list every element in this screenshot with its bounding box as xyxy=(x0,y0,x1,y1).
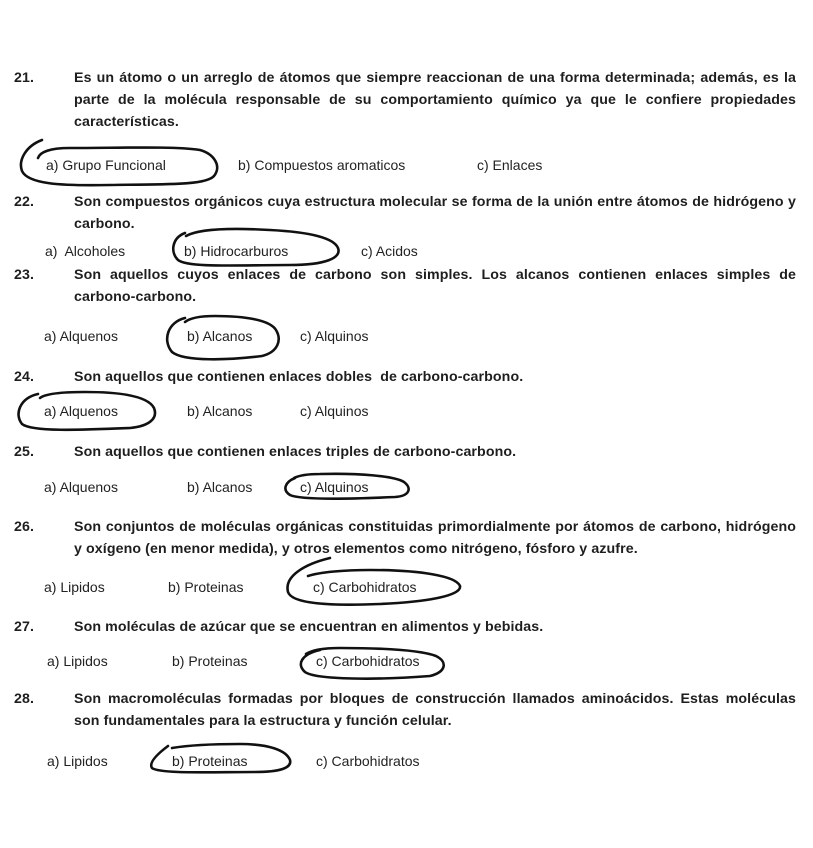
option-b[interactable]: b) Proteinas xyxy=(168,579,244,595)
option-c[interactable]: c) Alquinos xyxy=(300,403,369,419)
option-c[interactable]: c) Carbohidratos xyxy=(316,753,420,769)
question-number: 22. xyxy=(14,194,35,210)
option-c[interactable]: c) Carbohidratos xyxy=(316,653,420,669)
option-c[interactable]: c) Alquinos xyxy=(300,479,369,495)
question-number: 24. xyxy=(14,369,35,385)
question-text: Son aquellos que contienen enlaces triples de carbono-carbono. xyxy=(74,444,517,460)
question-number: 28. xyxy=(14,691,35,707)
option-a[interactable]: a) Lipidos xyxy=(47,653,108,669)
question-21 xyxy=(14,67,796,133)
option-c[interactable]: c) Alquinos xyxy=(300,328,369,344)
option-b[interactable]: b) Alcanos xyxy=(187,479,253,495)
question-26 xyxy=(14,516,796,560)
option-a[interactable]: a) Lipidos xyxy=(47,753,108,769)
question-text: Son aquellos cuyos enlaces de carbono son simples. Los alcanos contienen enlaces simples de carbono-carbono. xyxy=(74,267,796,305)
option-b[interactable]: b) Compuestos aromaticos xyxy=(238,157,406,173)
question-number: 23. xyxy=(14,267,35,283)
question-text: Son macromoléculas formadas por bloques de construcción llamados aminoácidos. Estas moléculas son fundamentales para la estructura y función celular. xyxy=(74,691,796,729)
question-text: Son compuestos orgánicos cuya estructura molecular se forma de la unión entre átomos de hidrógeno y carbono. xyxy=(74,194,796,232)
question-24 xyxy=(14,366,796,388)
option-b[interactable]: b) Proteinas xyxy=(172,753,248,769)
option-c[interactable]: c) Acidos xyxy=(361,243,418,259)
option-a[interactable]: a) Lipidos xyxy=(44,579,105,595)
option-a[interactable]: a) Alquenos xyxy=(44,403,118,419)
option-b[interactable]: b) Alcanos xyxy=(187,328,253,344)
option-b[interactable]: b) Proteinas xyxy=(172,653,248,669)
question-text: Es un átomo o un arreglo de átomos que siempre reaccionan de una forma determinada; además, es la parte de la molécula responsable de su comportamiento químico ya que le confiere propiedades características. xyxy=(74,70,796,130)
question-number: 27. xyxy=(14,619,35,635)
question-28 xyxy=(14,688,796,732)
question-number: 21. xyxy=(14,70,35,86)
question-22 xyxy=(14,191,796,235)
question-27 xyxy=(14,616,796,638)
option-a[interactable]: a) Alcoholes xyxy=(45,243,126,259)
question-23 xyxy=(14,264,796,308)
option-c[interactable]: c) Enlaces xyxy=(477,157,543,173)
question-25 xyxy=(14,441,796,463)
question-number: 26. xyxy=(14,519,35,535)
option-b[interactable]: b) Alcanos xyxy=(187,403,253,419)
option-a[interactable]: a) Grupo Funcional xyxy=(46,157,166,173)
option-c[interactable]: c) Carbohidratos xyxy=(313,579,417,595)
question-text: Son moléculas de azúcar que se encuentran en alimentos y bebidas. xyxy=(74,619,544,635)
option-a[interactable]: a) Alquenos xyxy=(44,328,118,344)
option-a[interactable]: a) Alquenos xyxy=(44,479,118,495)
question-text: Son aquellos que contienen enlaces dobles de carbono-carbono. xyxy=(74,369,524,385)
option-b[interactable]: b) Hidrocarburos xyxy=(184,243,289,259)
question-number: 25. xyxy=(14,444,35,460)
question-text: Son conjuntos de moléculas orgánicas constituidas primordialmente por átomos de carbono, hidrógeno y oxígeno (en menor medida), y otros elementos como nitrógeno, fósforo y azufre. xyxy=(74,519,796,557)
